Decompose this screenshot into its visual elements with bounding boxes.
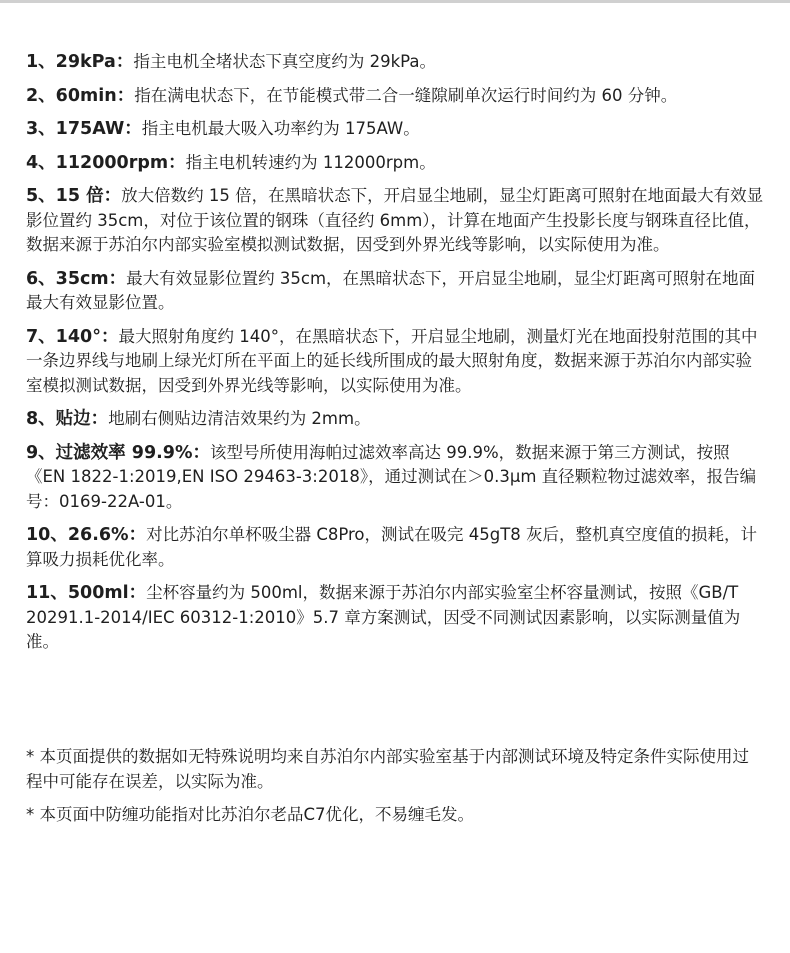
spec-note-label: 3、175AW： — [26, 119, 142, 139]
spec-note-label: 2、60min： — [26, 85, 135, 106]
spec-note-2 — [26, 84, 764, 109]
spec-note-text: 最大照射角度约 140°，在黑暗状态下，开启显尘地刷，测量灯光在地面投射范围的其中一条边界线与地刷上绿光灯所在平面上的延长线所围成的最大照射角度，数据来源于苏泊尔内部实验室模拟测试数据，因受到外界光线等影响，以实际使用为准。 — [26, 326, 758, 395]
spec-notes-list — [26, 50, 764, 664]
spec-note-text: 指主电机转速约为 112000rpm。 — [185, 152, 436, 172]
spec-note-text: 尘杯容量约为 500ml，数据来源于苏泊尔内部实验室尘杯容量测试，按照《GB/T 20291.1-2014/IEC 60312-1:2010》5.7 章方案测试，因受不同测试因素影响，以实际测量值为准。 — [26, 583, 741, 651]
top-divider — [0, 0, 790, 3]
spec-note-7 — [26, 325, 764, 399]
spec-note-label: 1、29kPa： — [26, 52, 134, 72]
spec-note-text: 该型号所使用海帕过滤效率高达 99.9%，数据来源于第三方测试，按照《EN 1822-1:2019,EN ISO 29463-3:2018》，通过测试在＞0.3μm 直径颗粒物过滤效率，报告编号：0169-22A-01。 — [26, 442, 757, 511]
spec-note-label: 7、140°： — [26, 326, 119, 347]
disclaimer-footnotes — [26, 744, 764, 835]
spec-note-label: 10、26.6%： — [26, 525, 147, 545]
footnote-data-source: * 本页面提供的数据如无特殊说明均来自苏泊尔内部实验室基于内部测试环境及特定条件实际使用过程中可能存在误差，以实际为准。 — [26, 747, 749, 791]
spec-note-text: 指在满电状态下，在节能模式带二合一缝隙刷单次运行时间约为 60 分钟。 — [134, 85, 678, 105]
spec-note-8 — [26, 407, 764, 432]
spec-note-text: 地刷右侧贴边清洁效果约为 2mm。 — [108, 409, 371, 428]
spec-note-text: 指主电机全堵状态下真空度约为 29kPa。 — [133, 52, 436, 71]
footnote-anti-tangle: * 本页面中防缠功能指对比苏泊尔老品C7优化，不易缠毛发。 — [26, 805, 475, 824]
spec-note-10 — [26, 523, 764, 572]
spec-note-5 — [26, 184, 764, 258]
spec-note-text: 放大倍数约 15 倍，在黑暗状态下，开启显尘地刷，显尘灯距离可照射在地面最大有效显影位置约 35cm，对位于该位置的钢珠（直径约 6mm），计算在地面产生投影长度与钢珠直径比值，数据来源于苏泊尔内部实验室模拟测试数据，因受到外界光线等影响，以实际使用为准。 — [26, 186, 764, 254]
spec-note-9 — [26, 441, 764, 515]
spec-note-6 — [26, 267, 764, 316]
spec-note-label: 5、15 倍： — [26, 186, 122, 206]
spec-note-4 — [26, 151, 764, 176]
spec-note-11 — [26, 581, 764, 655]
spec-note-text: 指主电机最大吸入功率约为 175AW。 — [141, 119, 420, 138]
spec-note-label: 9、过滤效率 99.9%： — [26, 442, 210, 463]
spec-note-label: 8、贴边： — [26, 409, 109, 429]
spec-note-3 — [26, 117, 764, 142]
spec-note-label: 11、500ml： — [26, 583, 147, 603]
spec-note-text: 最大有效显影位置约 35cm，在黑暗状态下，开启显尘地刷，显尘灯距离可照射在地面最大有效显影位置。 — [26, 268, 756, 312]
spec-note-label: 6、35cm： — [26, 268, 127, 289]
spec-note-label: 4、112000rpm： — [26, 152, 186, 173]
spec-note-text: 对比苏泊尔单杯吸尘器 C8Pro，测试在吸完 45gT8 灰后，整机真空度值的损耗，计算吸力损耗优化率。 — [26, 525, 758, 569]
spec-note-1 — [26, 50, 764, 75]
